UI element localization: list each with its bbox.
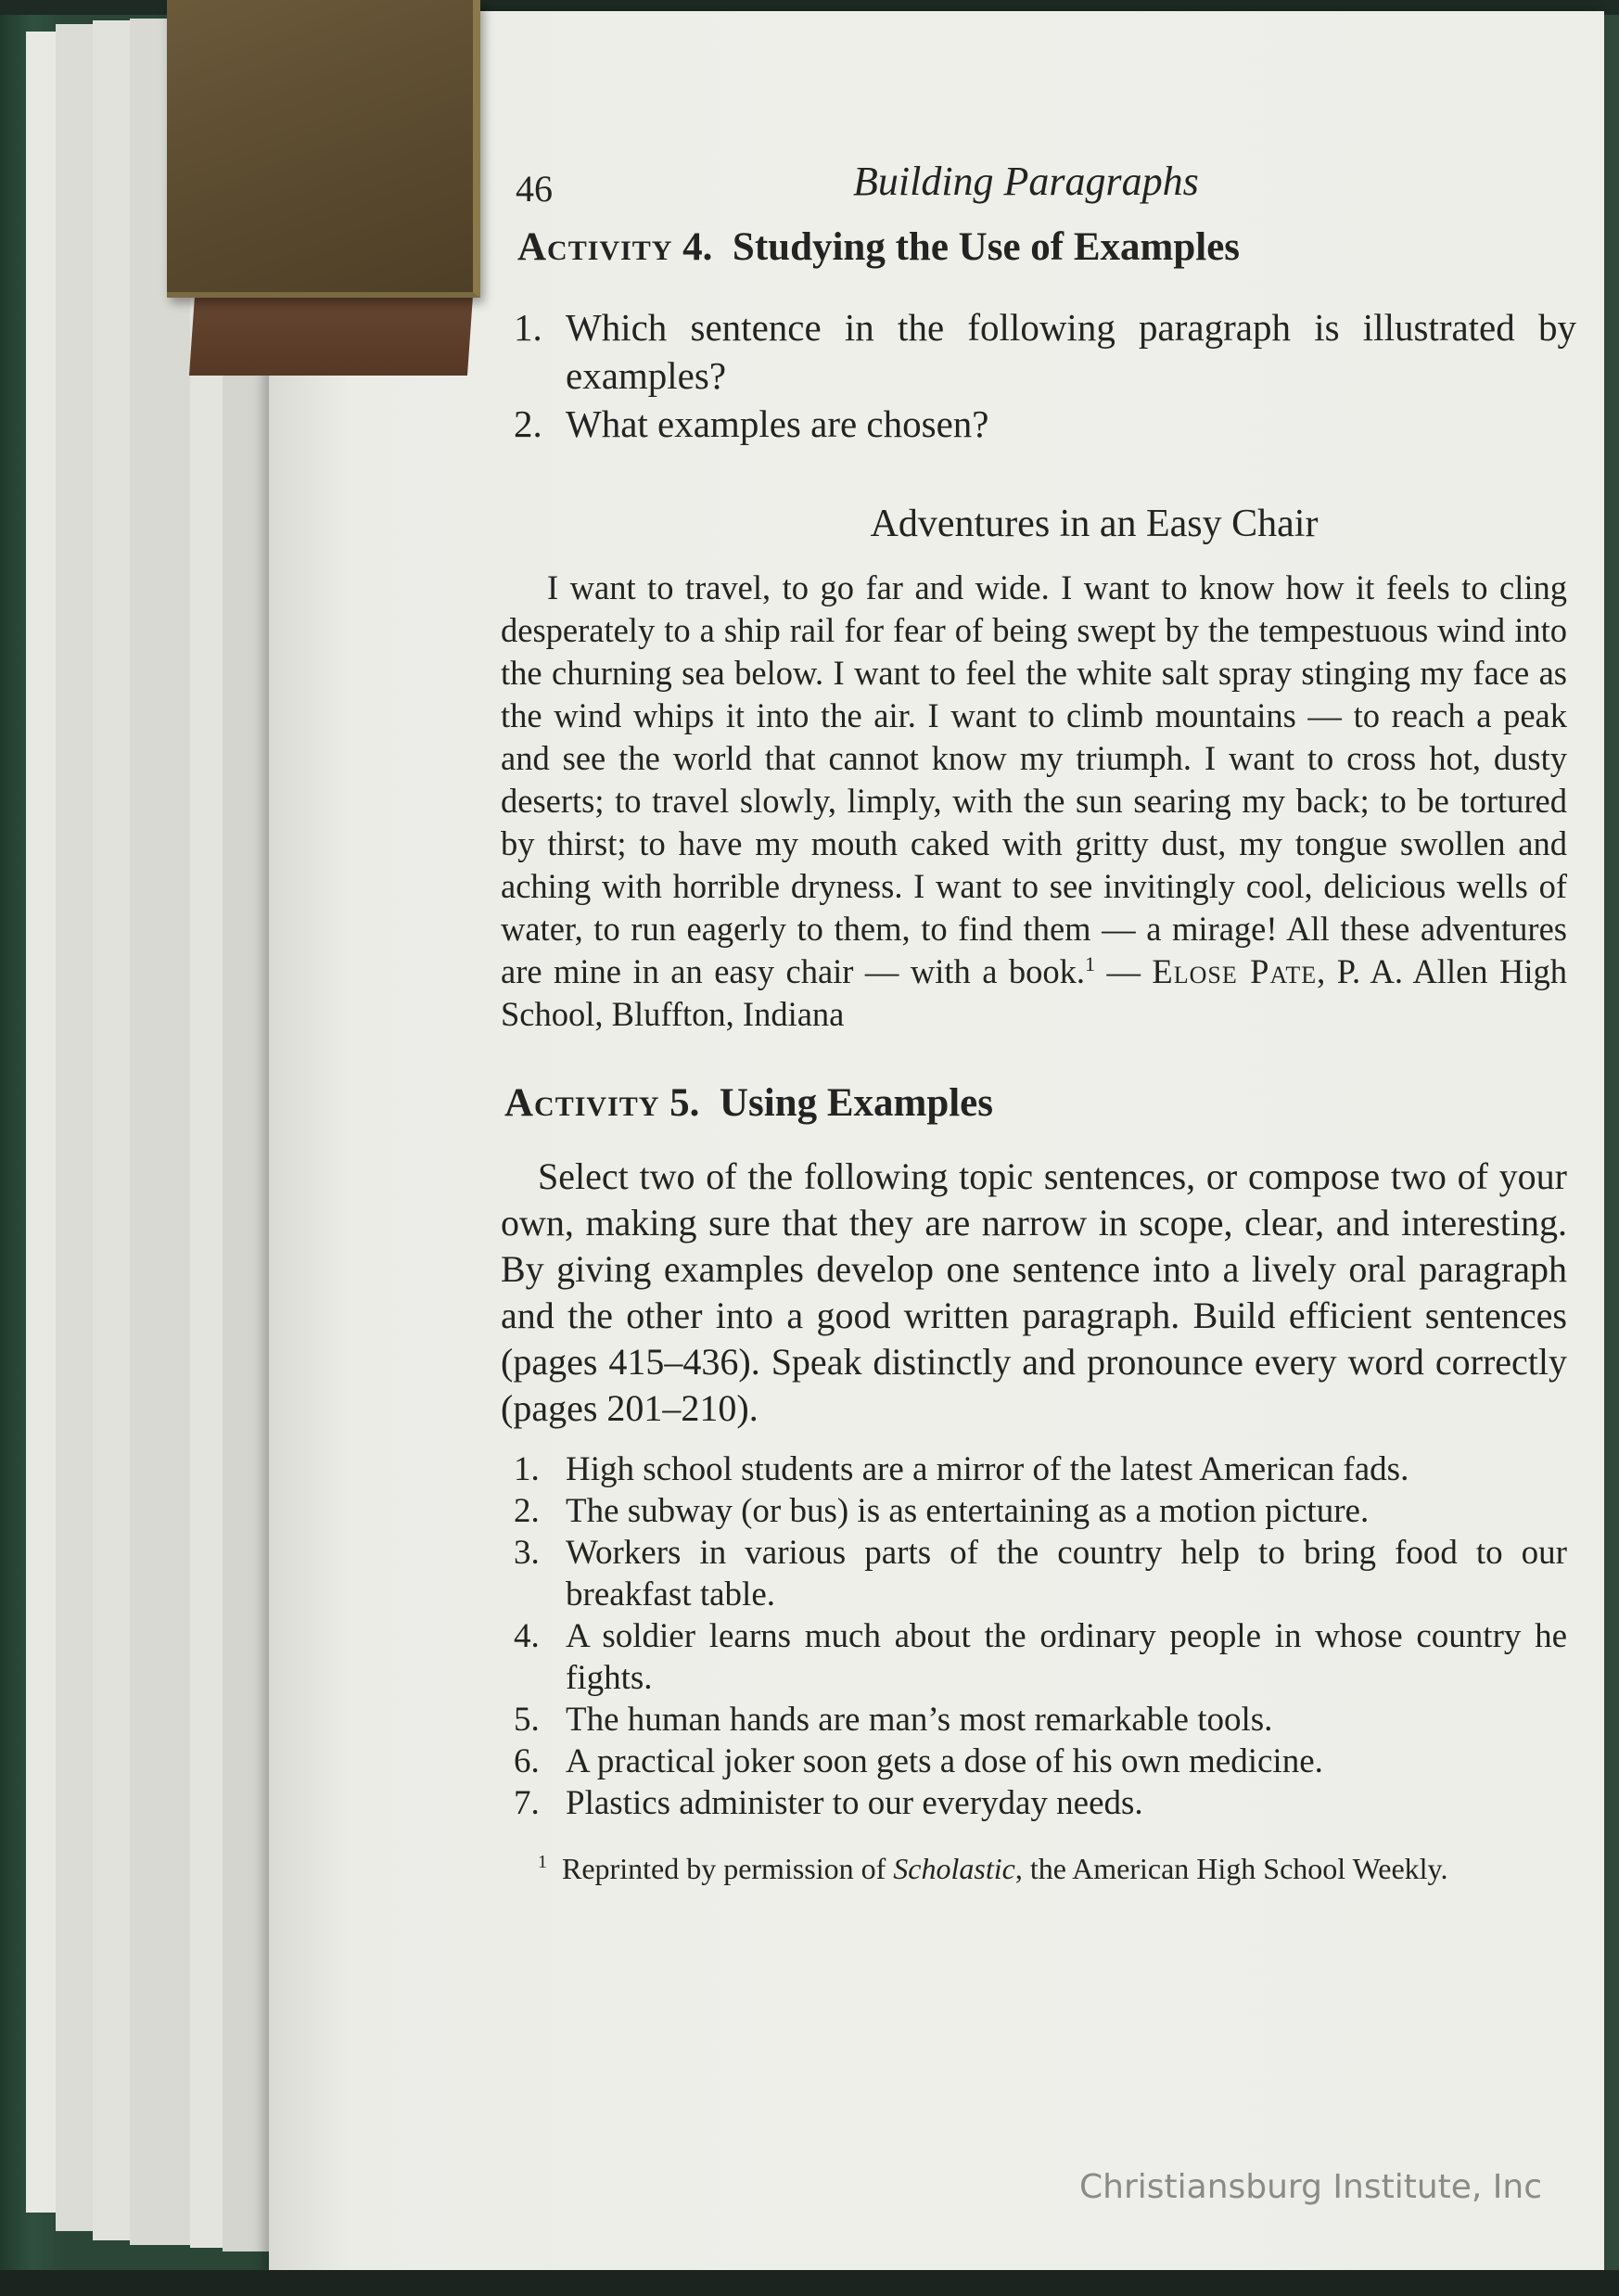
activity-title: Using Examples xyxy=(719,1081,994,1125)
page-edge xyxy=(130,19,196,2245)
footnote-mark: 1 xyxy=(538,1852,547,1873)
essay-body: I want to travel, to go far and wide. I want to know how it feels to cling desperately to a ship rail for fear of being swept by the tempestuous wind into the churning sea below. I want to feel the white salt spray stinging my face as the wind whips it into the air. I want to climb mountains — to reach a peak and see the world that cannot know my triumph. I want to cross hot, dusty deserts; to travel slowly, limply, with the sun searing my back; to be tortured by thirst; to have my mouth caked with gritty dust, my tongue swollen and aching with horrible dryness. I want to see invitingly cool, delicious wells of water, to run eagerly to them, to find them — a mirage! All these adventures are mine in an easy chair — with a book. xyxy=(501,568,1567,990)
author-affiliation: , P. A. Allen High School, Bluffton, Indiana xyxy=(501,952,1567,1033)
page-number: 46 xyxy=(516,168,553,210)
activity-label: Activity xyxy=(504,1081,660,1125)
essay-author: Elose Pate xyxy=(1152,952,1318,990)
activity-label: Activity xyxy=(517,225,673,269)
activity-number: 5. xyxy=(669,1081,700,1125)
footnote-text-before: Reprinted by permission of xyxy=(562,1852,894,1885)
attribution-dash: — xyxy=(1094,952,1153,990)
footnote xyxy=(501,1852,1576,1886)
list-text: A soldier learns much about the ordinary people in whose country he fights. xyxy=(566,1617,1567,1697)
page-content xyxy=(501,148,1576,1886)
topic-sentence-list xyxy=(501,1448,1576,1824)
topic-item xyxy=(501,1741,1567,1782)
question-list xyxy=(501,303,1576,448)
list-number: 1. xyxy=(514,306,542,349)
watermark: Christiansburg Institute, Inc xyxy=(1079,2168,1543,2206)
topic-item xyxy=(501,1532,1567,1615)
list-number: 2. xyxy=(514,1492,540,1530)
list-text: The human hands are man’s most remarkable tools. xyxy=(566,1701,1273,1739)
bottom-shadow xyxy=(0,2270,1619,2296)
list-number: 6. xyxy=(514,1742,540,1780)
topic-item xyxy=(501,1699,1567,1741)
list-number: 3. xyxy=(514,1534,540,1572)
list-number: 1. xyxy=(514,1450,540,1488)
list-text: Workers in various parts of the country help to bring food to our breakfast table. xyxy=(566,1534,1567,1614)
activity-4-heading xyxy=(517,224,1576,270)
activity-title: Studying the Use of Examples xyxy=(732,225,1241,269)
topic-item xyxy=(501,1490,1567,1532)
list-text: The subway (or bus) is as entertaining as a motion picture. xyxy=(566,1492,1370,1530)
essay-paragraph xyxy=(501,567,1576,1036)
topic-item xyxy=(501,1782,1567,1824)
list-text: High school students are a mirror of the latest American fads. xyxy=(566,1450,1409,1488)
footnote-source: Scholastic xyxy=(893,1852,1015,1885)
list-number: 4. xyxy=(514,1617,540,1655)
topic-item xyxy=(501,1615,1567,1699)
list-number: 2. xyxy=(514,402,542,445)
essay-title: Adventures in an Easy Chair xyxy=(870,503,1319,545)
question-item xyxy=(501,400,1576,448)
list-number: 7. xyxy=(514,1784,540,1822)
running-head xyxy=(501,148,1576,213)
question-item xyxy=(501,303,1576,400)
list-text: Plastics administer to our everyday needs. xyxy=(566,1784,1143,1822)
list-text: A practical joker soon gets a dose of his own medicine. xyxy=(566,1742,1323,1780)
footnote-reference: 1 xyxy=(1084,951,1095,976)
footnote-text-after: , the American High School Weekly. xyxy=(1014,1852,1448,1885)
topic-item xyxy=(501,1448,1567,1490)
running-title: Building Paragraphs xyxy=(853,159,1199,204)
activity-instructions: Select two of the following topic sentences, or compose two of your own, making sure that they are narrow in scope, clear, and interesting. By giving examples develop one sentence into a lively oral paragraph and the other into a good written paragraph. Build efficient sentences (pages 415–436). Speak distinctly and pronounce every word correctly (pages 201–210). xyxy=(501,1155,1567,1429)
bookmark-tab xyxy=(167,0,480,298)
activity-number: 4. xyxy=(682,225,713,269)
activity-5-heading xyxy=(504,1080,1576,1126)
list-text: What examples are chosen? xyxy=(566,402,989,445)
list-text: Which sentence in the following paragraph is illustrated by examples? xyxy=(566,306,1576,397)
list-number: 5. xyxy=(514,1701,540,1739)
